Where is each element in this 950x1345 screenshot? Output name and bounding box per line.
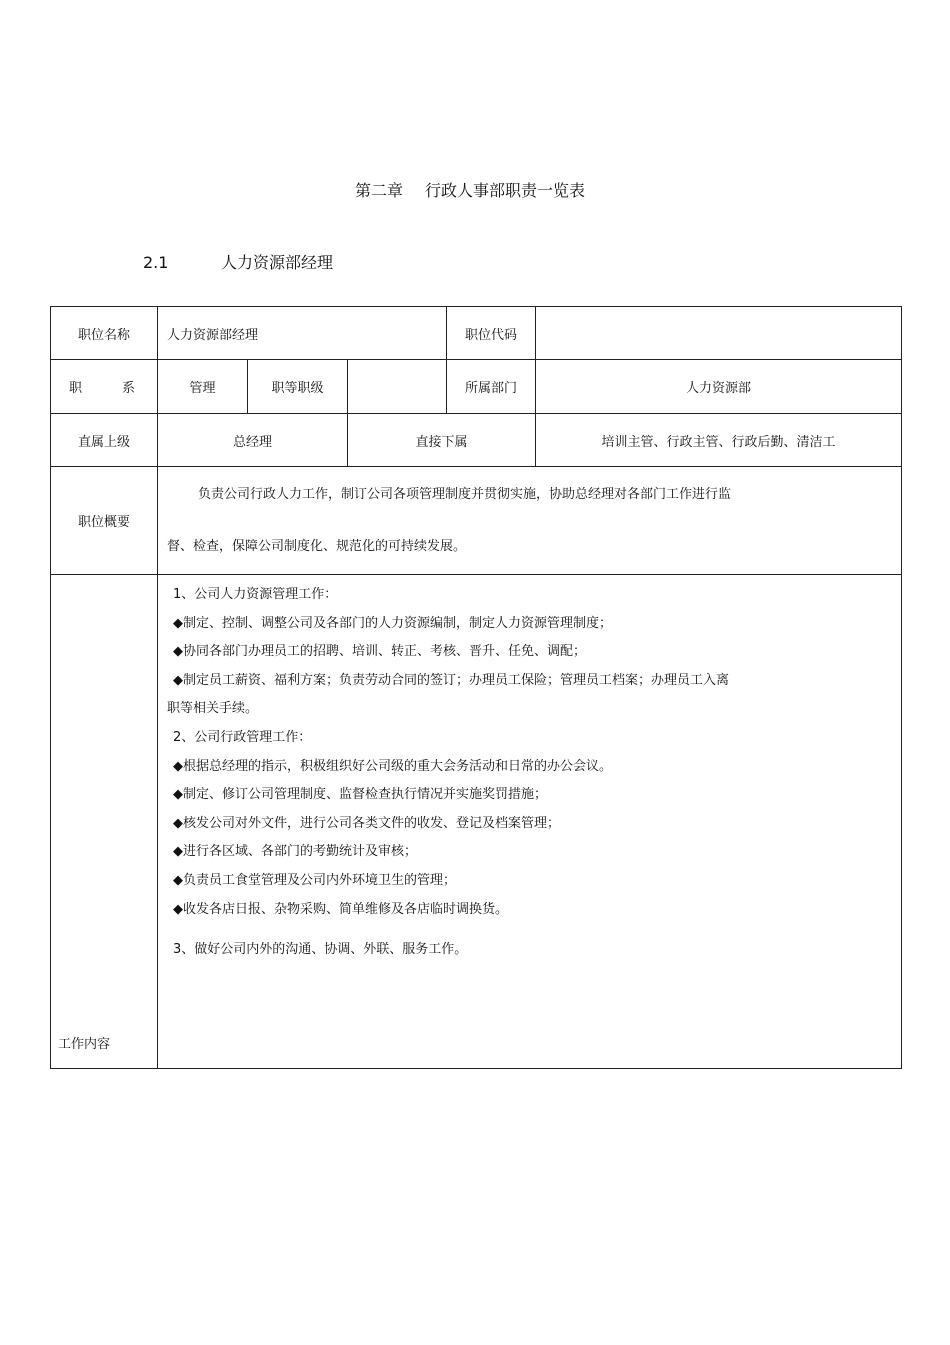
work-content [158,575,902,1069]
subordinate-value: 培训主管、行政主管、行政后勤、清洁工 [536,414,902,467]
table-row [51,414,902,467]
work-content-label: 工作内容 [51,575,158,1069]
series-value: 管理 [158,360,248,414]
content-item: ◆制定、控制、调整公司及各部门的人力资源编制，制定人力资源管理制度； [173,615,612,631]
grade-value [348,360,447,414]
content-heading: 3、做好公司内外的沟通、协调、外联、服务工作。 [173,942,468,958]
position-name-label: 职位名称 [51,307,158,360]
summary-line: 督、检查，保障公司制度化、规范化的可持续发展。 [167,538,467,554]
content-heading: 2、公司行政管理工作： [173,729,312,745]
superior-label: 直属上级 [51,414,158,467]
position-code-value [536,307,902,360]
position-code-label: 职位代码 [447,307,536,360]
series-label-char1: 职 [69,381,83,396]
chapter-number: 第二章 [354,181,403,200]
content-item: ◆制定、修订公司管理制度、监督检查执行情况并实施奖罚措施； [173,787,547,803]
summary-text [158,467,902,575]
content-item-continuation: 职等相关手续。 [167,701,259,717]
section-heading [143,250,333,273]
content-item: ◆协同各部门办理员工的招聘、培训、转正、考核、晋升、任免、调配； [173,644,586,660]
job-description-table [50,306,902,1069]
series-label-char2: 系 [121,381,135,396]
department-value: 人力资源部 [536,360,902,414]
chapter-heading [0,178,940,201]
grade-label: 职等职级 [248,360,348,414]
table-row [51,360,902,414]
section-number: 2.1 [143,253,169,272]
position-name-value: 人力资源部经理 [158,307,447,360]
department-label: 所属部门 [447,360,536,414]
section-title: 人力资源部经理 [221,253,334,272]
chapter-title: 行政人事部职责一览表 [425,181,586,200]
content-heading: 1、公司人力资源管理工作： [173,587,338,602]
content-item: ◆核发公司对外文件，进行公司各类文件的收发、登记及档案管理； [173,815,560,831]
summary-label: 职位概要 [51,467,158,575]
table-row [51,307,902,360]
content-item: ◆制定员工薪资、福利方案；负责劳动合同的签订；办理员工保险；管理员工档案；办理员工入离 [173,672,729,688]
content-item: ◆根据总经理的指示，积极组织好公司级的重大会务活动和日常的办公会议。 [173,758,612,774]
summary-line: 负责公司行政人力工作，制订公司各项管理制度并贯彻实施，协助总经理对各部门工作进行监 [198,486,732,502]
content-item: ◆进行各区域、各部门的考勤统计及审核； [173,844,417,860]
content-item: ◆负责员工食堂管理及公司内外环境卫生的管理； [173,872,456,888]
table-row [51,575,902,1069]
subordinate-label: 直接下属 [348,414,536,467]
content-item: ◆收发各店日报、杂物采购、简单维修及各店临时调换货。 [173,901,508,917]
superior-value: 总经理 [158,414,348,467]
series-label [51,360,158,414]
table-row [51,467,902,575]
